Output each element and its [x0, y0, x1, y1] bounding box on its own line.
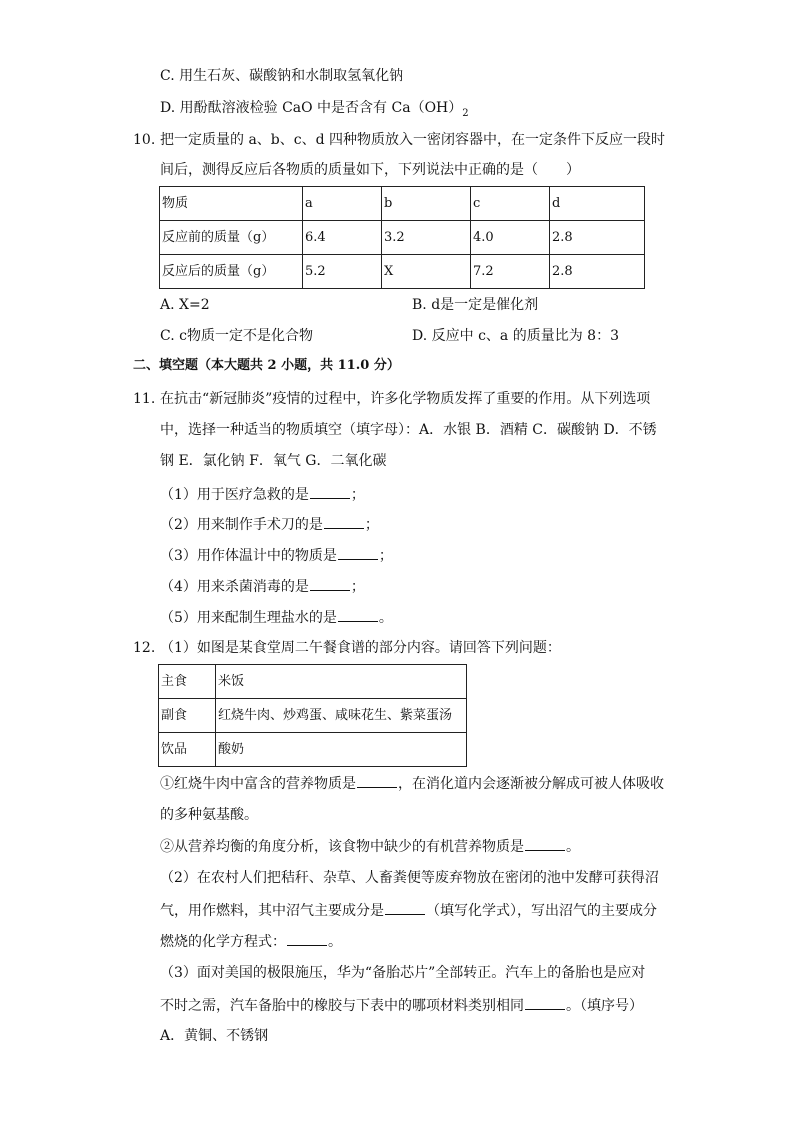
q10-mass-table	[159, 186, 645, 289]
q10-table-cell: 6.4	[303, 221, 382, 255]
answer-blank[interactable]	[385, 900, 425, 915]
q10-table-header-cell: d	[550, 187, 645, 221]
q10-table-cell: 反应后的质量（g）	[160, 255, 303, 289]
q12-text: 不时之需，汽车备胎中的橡胶与下表中的哪项材料类别相同	[160, 998, 524, 1014]
q10-table-row	[160, 221, 645, 255]
q10-stem-line1: 把一定质量的 a、b、c、d 四种物质放入一密闭容器中，在一定条件下反应一段时	[160, 132, 666, 148]
q12-part2-line3	[160, 931, 342, 952]
q11-item	[160, 607, 393, 628]
answer-blank[interactable]	[310, 484, 350, 499]
q12-text: 气，用作燃料，其中沼气主要成分是	[160, 903, 384, 919]
q10-stem-line2: 间后，测得反应后各物质的质量如下，下列说法中正确的是（ ）	[160, 162, 580, 178]
q11-item	[160, 545, 393, 566]
q10-table-cell: 7.2	[471, 255, 550, 289]
answer-blank[interactable]	[357, 773, 397, 788]
q10-table-cell: 4.0	[471, 221, 550, 255]
q10-option-b: B. d是一定是催化剂	[412, 297, 539, 313]
q9-option-d-subscript: 2	[462, 108, 469, 119]
q10-table-cell: 5.2	[303, 255, 382, 289]
q11-item-text: （4）用来杀菌消毒的是	[160, 579, 309, 595]
q11-item	[160, 484, 365, 505]
q10-option-a: A. X=2	[160, 297, 210, 313]
q12-table-row	[159, 699, 467, 733]
answer-blank[interactable]	[338, 545, 378, 560]
section-prefix: 二、	[133, 358, 160, 373]
q12-number: 12.	[133, 640, 156, 656]
q12-text: 燃烧的化学方程式：	[160, 934, 286, 950]
q11-stem-line3: 钢 E．氯化钠 F．氧气 G．二氧化碳	[160, 453, 387, 469]
q12-text: ，在消化道内会逐渐被分解成可被人体吸收	[398, 776, 664, 792]
q10-table-cell: 2.8	[550, 255, 645, 289]
q10-table-header-cell: 物质	[160, 187, 303, 221]
q12-text: 。	[566, 839, 580, 855]
q9-option-c: C. 用生石灰、碳酸钠和水制取氢氧化钠	[160, 68, 404, 84]
q12-part2-line2	[160, 900, 657, 921]
q12-table-cell: 主食	[159, 665, 216, 699]
q10-table-cell: X	[382, 255, 471, 289]
q10-table-header-row	[160, 187, 645, 221]
q10-table-header-cell: b	[382, 187, 471, 221]
section-heading	[133, 356, 400, 376]
q11-number: 11.	[133, 391, 156, 407]
q11-item-text: （2）用来制作手术刀的是	[160, 517, 323, 533]
q10-table-cell: 3.2	[382, 221, 471, 255]
q11-item-punct: ；	[378, 548, 393, 564]
answer-blank[interactable]	[324, 514, 364, 529]
q12-intro: （1）如图是某食堂周二午餐食谱的部分内容。请回答下列问题：	[160, 640, 561, 656]
q10-table-header-cell: c	[471, 187, 550, 221]
section-title: 填空题（本大题共 2 小题，共 11.0 分）	[159, 358, 400, 373]
q10-option-d: D. 反应中 c、a 的质量比为 8：3	[412, 328, 619, 344]
q10-table-cell: 反应前的质量（g）	[160, 221, 303, 255]
answer-blank[interactable]	[338, 607, 378, 622]
q11-item	[160, 514, 379, 535]
q11-stem-line2: 中，选择一种适当的物质填空（填字母）：A．水银 B．酒精 C．碳酸钠 D．不锈	[160, 422, 657, 438]
answer-blank[interactable]	[287, 931, 327, 946]
q12-part1-line3	[160, 836, 580, 857]
q12-table-cell: 饮品	[159, 733, 216, 767]
q11-item-punct: ；	[364, 517, 379, 533]
q10-table-cell: 2.8	[550, 221, 645, 255]
answer-blank[interactable]	[525, 995, 565, 1010]
q12-text: 。（填序号）	[566, 998, 643, 1014]
q10-option-c: C. c物质一定不是化合物	[160, 328, 313, 344]
q11-item-text: （3）用作体温计中的物质是	[160, 548, 337, 564]
q11-item	[160, 576, 365, 597]
q12-text: 。	[328, 934, 342, 950]
q11-item-punct: ；	[350, 487, 365, 503]
q9-option-d	[160, 98, 469, 120]
q12-part3-line1: （3）面对美国的极限施压，华为“备胎芯片”全部转正。汽车上的备胎也是应对	[160, 965, 646, 981]
q11-item-punct: 。	[378, 610, 393, 626]
q12-text: （填写化学式），写出沼气的主要成分	[426, 903, 657, 919]
q12-table-row	[159, 733, 467, 767]
q12-table-cell: 红烧牛肉、炒鸡蛋、咸味花生、紫菜蛋汤	[216, 699, 467, 733]
answer-blank[interactable]	[525, 836, 565, 851]
q11-item-text: （1）用于医疗急救的是	[160, 487, 309, 503]
q11-item-text: （5）用来配制生理盐水的是	[160, 610, 337, 626]
q10-number: 10.	[133, 132, 156, 148]
q12-table-cell: 酸奶	[216, 733, 467, 767]
q12-table-cell: 米饭	[216, 665, 467, 699]
q12-menu-table	[158, 664, 467, 767]
q12-part1-line2: 的多种氨基酸。	[160, 807, 258, 823]
q9-option-d-text: D. 用酚酞溶液检验 CaO 中是否含有 Ca（OH）	[160, 100, 463, 116]
q11-stem-line1: 在抗击“新冠肺炎”疫情的过程中，许多化学物质发挥了重要的作用。从下列选项	[160, 391, 651, 407]
q12-text: ②从营养均衡的角度分析，该食物中缺少的有机营养物质是	[160, 839, 524, 855]
q11-item-punct: ；	[350, 579, 365, 595]
q12-part1-line1	[160, 773, 664, 794]
answer-blank[interactable]	[310, 576, 350, 591]
q12-text: ①红烧牛肉中富含的营养物质是	[160, 776, 356, 792]
q10-table-header-cell: a	[303, 187, 382, 221]
q12-part2-line1: （2）在农村人们把秸秆、杂草、人畜粪便等废弃物放在密闭的池中发酵可获得沼	[160, 870, 659, 886]
q10-table-row	[160, 255, 645, 289]
q12-table-row	[159, 665, 467, 699]
q12-part3-line2	[160, 995, 643, 1016]
q12-part3-option-a: A．黄铜、不锈钢	[160, 1028, 269, 1044]
q12-table-cell: 副食	[159, 699, 216, 733]
